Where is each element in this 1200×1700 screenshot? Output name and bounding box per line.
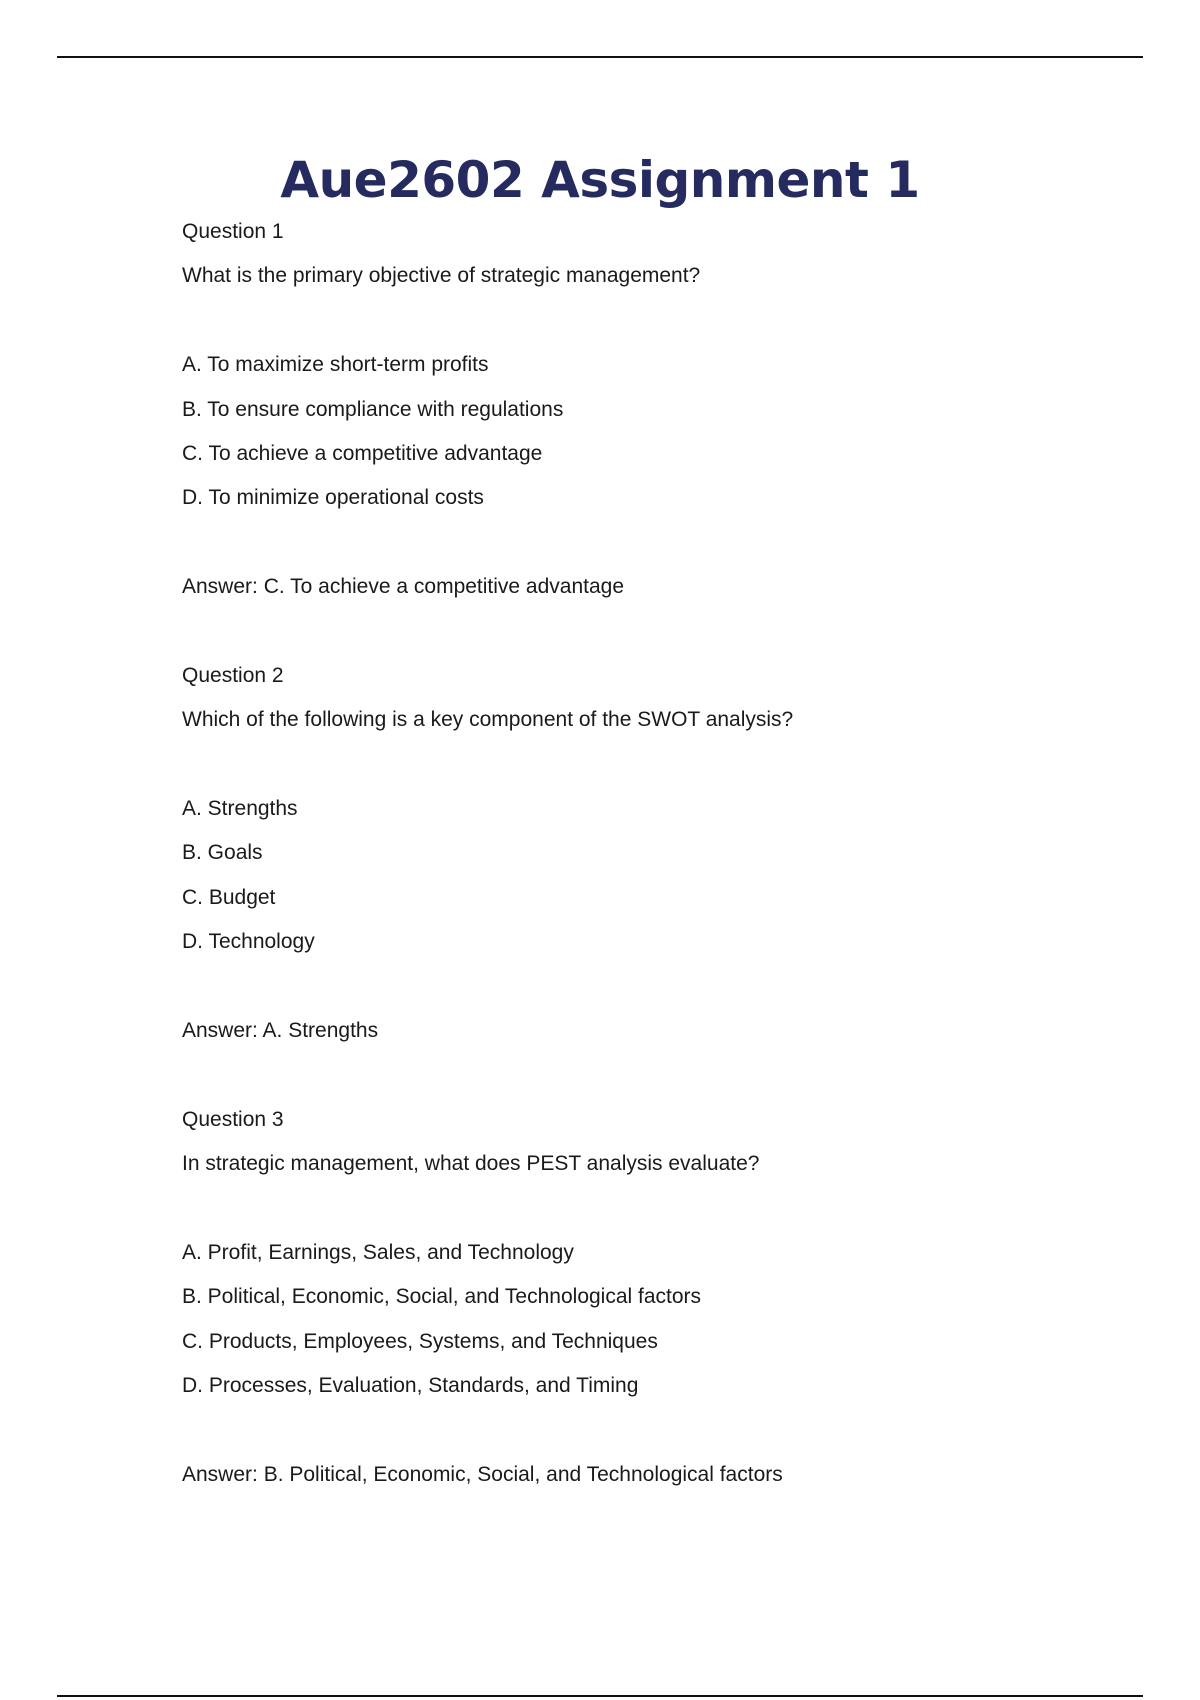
correct-answer: Answer: A. Strengths xyxy=(182,1019,379,1043)
answer-option: A. Profit, Earnings, Sales, and Technology xyxy=(182,1240,574,1264)
answer-option: D. To minimize operational costs xyxy=(182,486,484,510)
question-heading: Question 1 xyxy=(182,220,284,243)
correct-answer: Answer: B. Political, Economic, Social, and Technological factors xyxy=(182,1462,783,1486)
header-rule xyxy=(57,56,1143,58)
answer-option: B. To ensure compliance with regulations xyxy=(182,397,564,421)
answer-option: C. Budget xyxy=(182,885,276,909)
document-title: Aue2602 Assignment 1 xyxy=(280,151,920,209)
spacer xyxy=(182,1187,1082,1231)
question-heading: Question 3 xyxy=(182,1107,284,1131)
question-heading: Question 2 xyxy=(182,663,284,687)
footer-rule xyxy=(57,1695,1143,1697)
spacer xyxy=(182,299,1082,343)
answer-option: B. Political, Economic, Social, and Technological factors xyxy=(182,1285,702,1309)
answer-option: D. Technology xyxy=(182,930,315,954)
answer-option: A. Strengths xyxy=(182,797,298,821)
question-prompt: In strategic management, what does PEST analysis evaluate? xyxy=(182,1152,760,1176)
spacer xyxy=(182,1053,1082,1097)
question-prompt: What is the primary objective of strategic management? xyxy=(182,264,701,288)
question-prompt: Which of the following is a key component of the SWOT analysis? xyxy=(182,708,794,732)
document-body xyxy=(182,210,1082,1497)
answer-option: D. Processes, Evaluation, Standards, and Timing xyxy=(182,1374,639,1398)
spacer xyxy=(182,743,1082,787)
spacer xyxy=(182,965,1082,1009)
answer-option: C. To achieve a competitive advantage xyxy=(182,441,543,465)
correct-answer: Answer: C. To achieve a competitive advantage xyxy=(182,575,625,599)
spacer xyxy=(182,521,1082,565)
answer-option: B. Goals xyxy=(182,841,263,865)
answer-option: A. To maximize short-term profits xyxy=(182,353,489,377)
spacer xyxy=(182,610,1082,654)
answer-option: C. Products, Employees, Systems, and Techniques xyxy=(182,1329,658,1353)
spacer xyxy=(182,1409,1082,1453)
